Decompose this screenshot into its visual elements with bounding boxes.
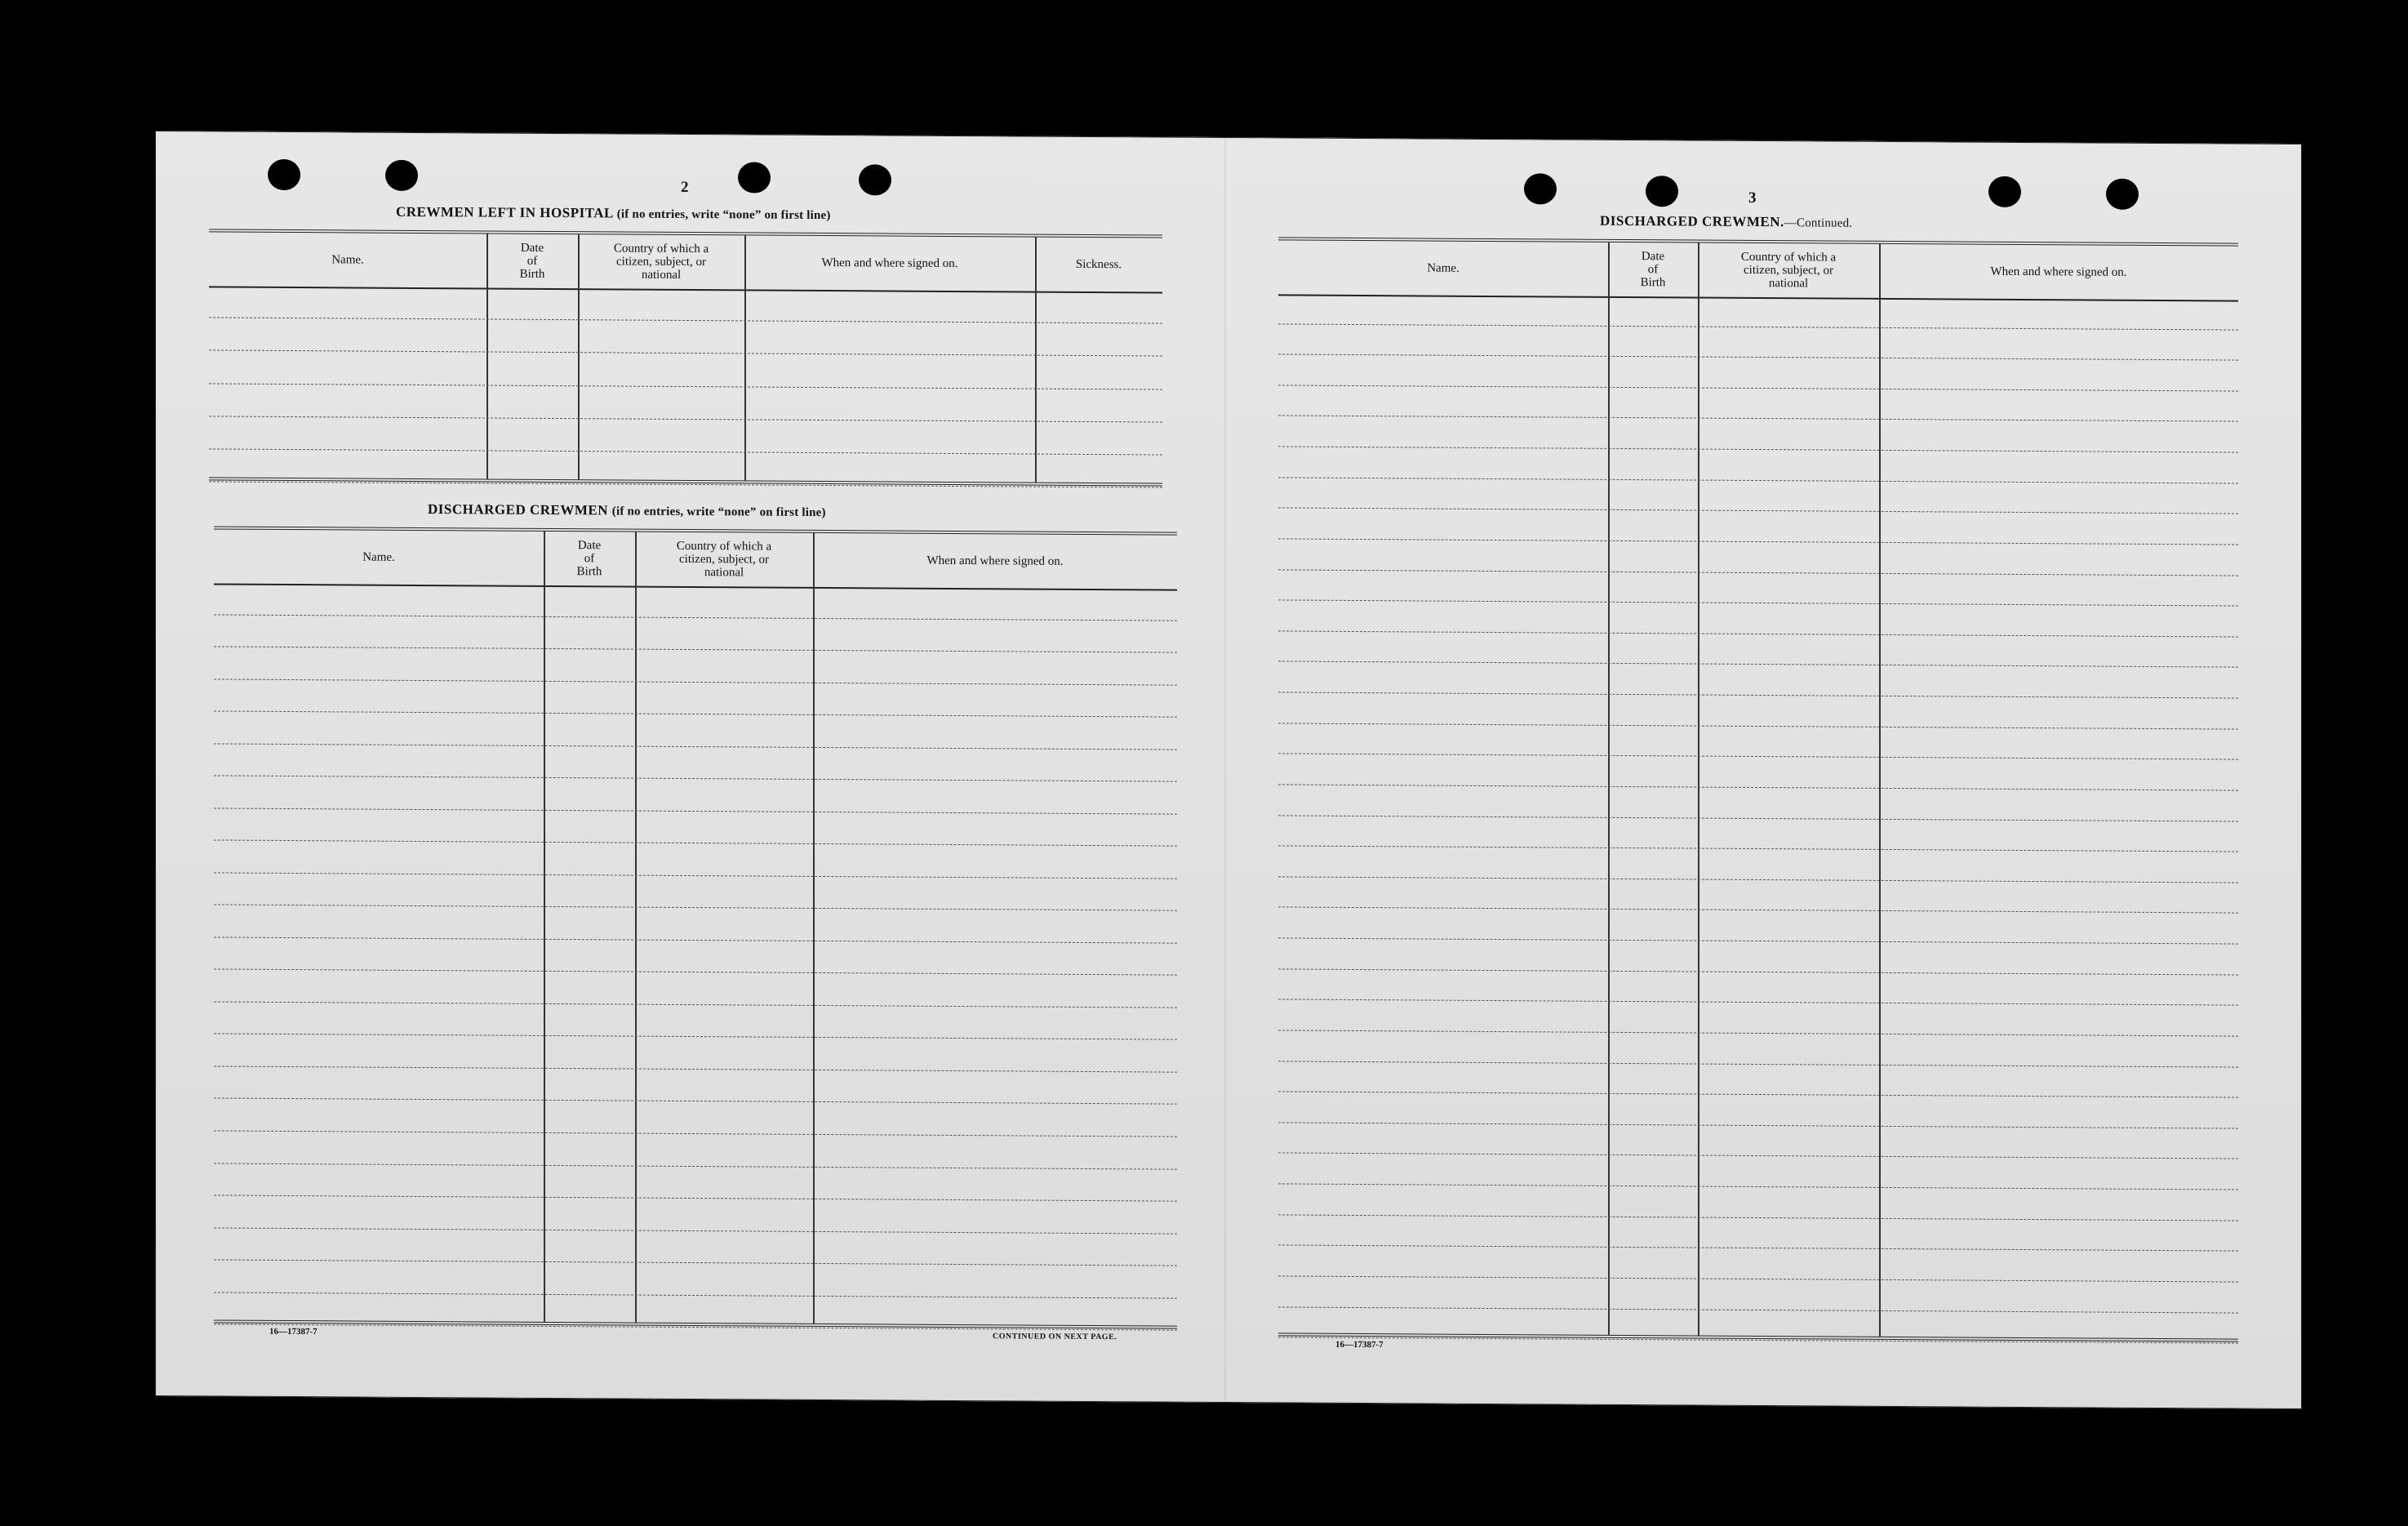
blank-entry-line	[214, 872, 1177, 879]
blank-entry-line	[214, 1292, 1177, 1298]
punch-hole	[385, 160, 418, 191]
blank-entry-line	[1278, 1030, 2238, 1036]
punch-hole	[859, 164, 891, 195]
punch-hole	[738, 162, 771, 193]
blank-entry-line	[214, 1130, 1177, 1137]
col-country: Country of which a citizen, subject, or national	[613, 242, 709, 282]
blank-entry-line	[214, 840, 1177, 847]
blank-entry-line	[1278, 876, 2238, 883]
punch-hole	[2106, 179, 2139, 210]
blank-entry-line	[214, 678, 1177, 685]
blank-entry-line	[1278, 508, 2238, 514]
punch-hole	[268, 159, 300, 190]
continued-instruction: —Continued.	[1784, 216, 1853, 230]
hospital-rows	[209, 286, 1162, 483]
blank-entry-line	[214, 614, 1177, 621]
blank-entry-line	[214, 776, 1177, 782]
blank-entry-line	[214, 807, 1177, 814]
blank-entry-line	[1278, 815, 2238, 821]
blank-entry-line	[214, 1163, 1177, 1169]
col-signed-on: When and where signed on.	[1990, 265, 2127, 279]
blank-entry-line	[214, 1227, 1177, 1234]
blank-entry-line	[1278, 416, 2238, 422]
blank-entry-line	[209, 383, 1162, 389]
blank-entry-line	[1278, 1183, 2238, 1190]
blank-entry-line	[1278, 999, 2238, 1006]
discharged-continued-header	[1278, 240, 2238, 301]
blank-entry-line	[214, 743, 1177, 750]
blank-entry-line	[1278, 569, 2238, 576]
blank-entry-line	[214, 905, 1177, 911]
col-date-of-birth: Date of Birth	[1640, 250, 1666, 290]
blank-entry-line	[1278, 538, 2238, 545]
blank-entry-line	[1278, 1122, 2238, 1128]
col-country: Country of which a citizen, subject, or national	[676, 539, 772, 580]
blank-entry-line	[1278, 692, 2238, 698]
blank-entry-line	[1278, 846, 2238, 852]
blank-entry-line	[214, 937, 1177, 943]
punch-hole	[1988, 176, 2021, 207]
blank-entry-line	[214, 969, 1177, 976]
page-fold	[1224, 137, 1226, 1403]
col-date-of-birth: Date of Birth	[519, 241, 545, 281]
blank-entry-line	[214, 1195, 1177, 1202]
blank-entry-line	[1278, 907, 2238, 914]
blank-entry-line	[1278, 1214, 2238, 1221]
col-signed-on: When and where signed on.	[821, 256, 958, 271]
blank-entry-line	[1278, 1061, 2238, 1067]
blank-entry-line	[209, 416, 1162, 422]
discharged-section-title	[428, 501, 826, 520]
hospital-title-text: CREWMEN LEFT IN HOSPITAL	[396, 203, 613, 221]
hospital-table	[209, 229, 1162, 486]
blank-entry-line	[214, 1324, 1177, 1331]
blank-entry-line	[1278, 723, 2238, 729]
blank-entry-line	[214, 646, 1177, 652]
hospital-instruction: (if no entries, write “none” on first line)	[616, 207, 831, 223]
blank-entry-line	[214, 1066, 1177, 1072]
discharged-continued-table	[1278, 237, 2238, 1341]
blank-entry-line	[1278, 1092, 2238, 1098]
col-name: Name.	[362, 550, 395, 564]
col-date-of-birth: Date of Birth	[576, 539, 602, 579]
discharged-table-header	[214, 529, 1177, 590]
blank-entry-line	[1278, 754, 2238, 760]
blank-entry-line	[1278, 1153, 2238, 1159]
document-sheet	[155, 131, 2302, 1409]
blank-entry-line	[1278, 630, 2238, 637]
blank-entry-line	[209, 318, 1162, 324]
discharged-continued-text: DISCHARGED CREWMEN.	[1600, 212, 1784, 230]
blank-entry-line	[1278, 1337, 2238, 1344]
discharged-continued-rows	[1278, 294, 2238, 1338]
blank-entry-line	[209, 482, 1162, 488]
blank-entry-line	[1278, 323, 2238, 330]
blank-entry-line	[1278, 968, 2238, 975]
page-number-right: 3	[1748, 189, 1757, 207]
blank-entry-line	[1278, 1306, 2238, 1313]
hospital-section-title	[396, 204, 831, 223]
blank-entry-line	[1278, 600, 2238, 607]
blank-entry-line	[214, 1034, 1177, 1040]
col-sickness: Sickness.	[1075, 257, 1122, 272]
col-name: Name.	[331, 253, 364, 267]
blank-entry-line	[214, 1260, 1177, 1266]
blank-entry-line	[1278, 1275, 2238, 1282]
discharged-rows	[214, 583, 1177, 1325]
blank-entry-line	[209, 448, 1162, 455]
col-name: Name.	[1427, 261, 1459, 275]
blank-entry-line	[1278, 1245, 2238, 1252]
hospital-table-header	[209, 232, 1162, 293]
blank-entry-line	[1278, 661, 2238, 668]
blank-entry-line	[209, 350, 1162, 357]
form-code-left: 16—17387-7	[269, 1326, 318, 1337]
blank-entry-line	[1278, 354, 2238, 361]
blank-entry-line	[1278, 937, 2238, 944]
blank-entry-line	[214, 1098, 1177, 1105]
discharged-title-text: DISCHARGED CREWMEN	[428, 501, 609, 518]
col-signed-on: When and where signed on.	[926, 554, 1064, 568]
blank-entry-line	[1278, 385, 2238, 391]
col-country: Country of which a citizen, subject, or national	[1740, 250, 1837, 291]
blank-entry-line	[1278, 784, 2238, 790]
punch-hole	[1646, 176, 1678, 207]
discharged-continued-title	[1600, 213, 1852, 231]
blank-entry-line	[214, 1001, 1177, 1008]
form-code-right: 16—17387-7	[1335, 1339, 1384, 1350]
blank-entry-line	[214, 711, 1177, 718]
discharged-table	[214, 526, 1177, 1328]
continued-note: CONTINUED ON NEXT PAGE.	[993, 1332, 1117, 1342]
page-number-left: 2	[681, 178, 689, 196]
blank-entry-line	[1278, 447, 2238, 453]
punch-hole	[1524, 173, 1557, 204]
discharged-instruction: (if no entries, write “none” on first line)	[611, 505, 826, 520]
blank-entry-line	[1278, 477, 2238, 483]
